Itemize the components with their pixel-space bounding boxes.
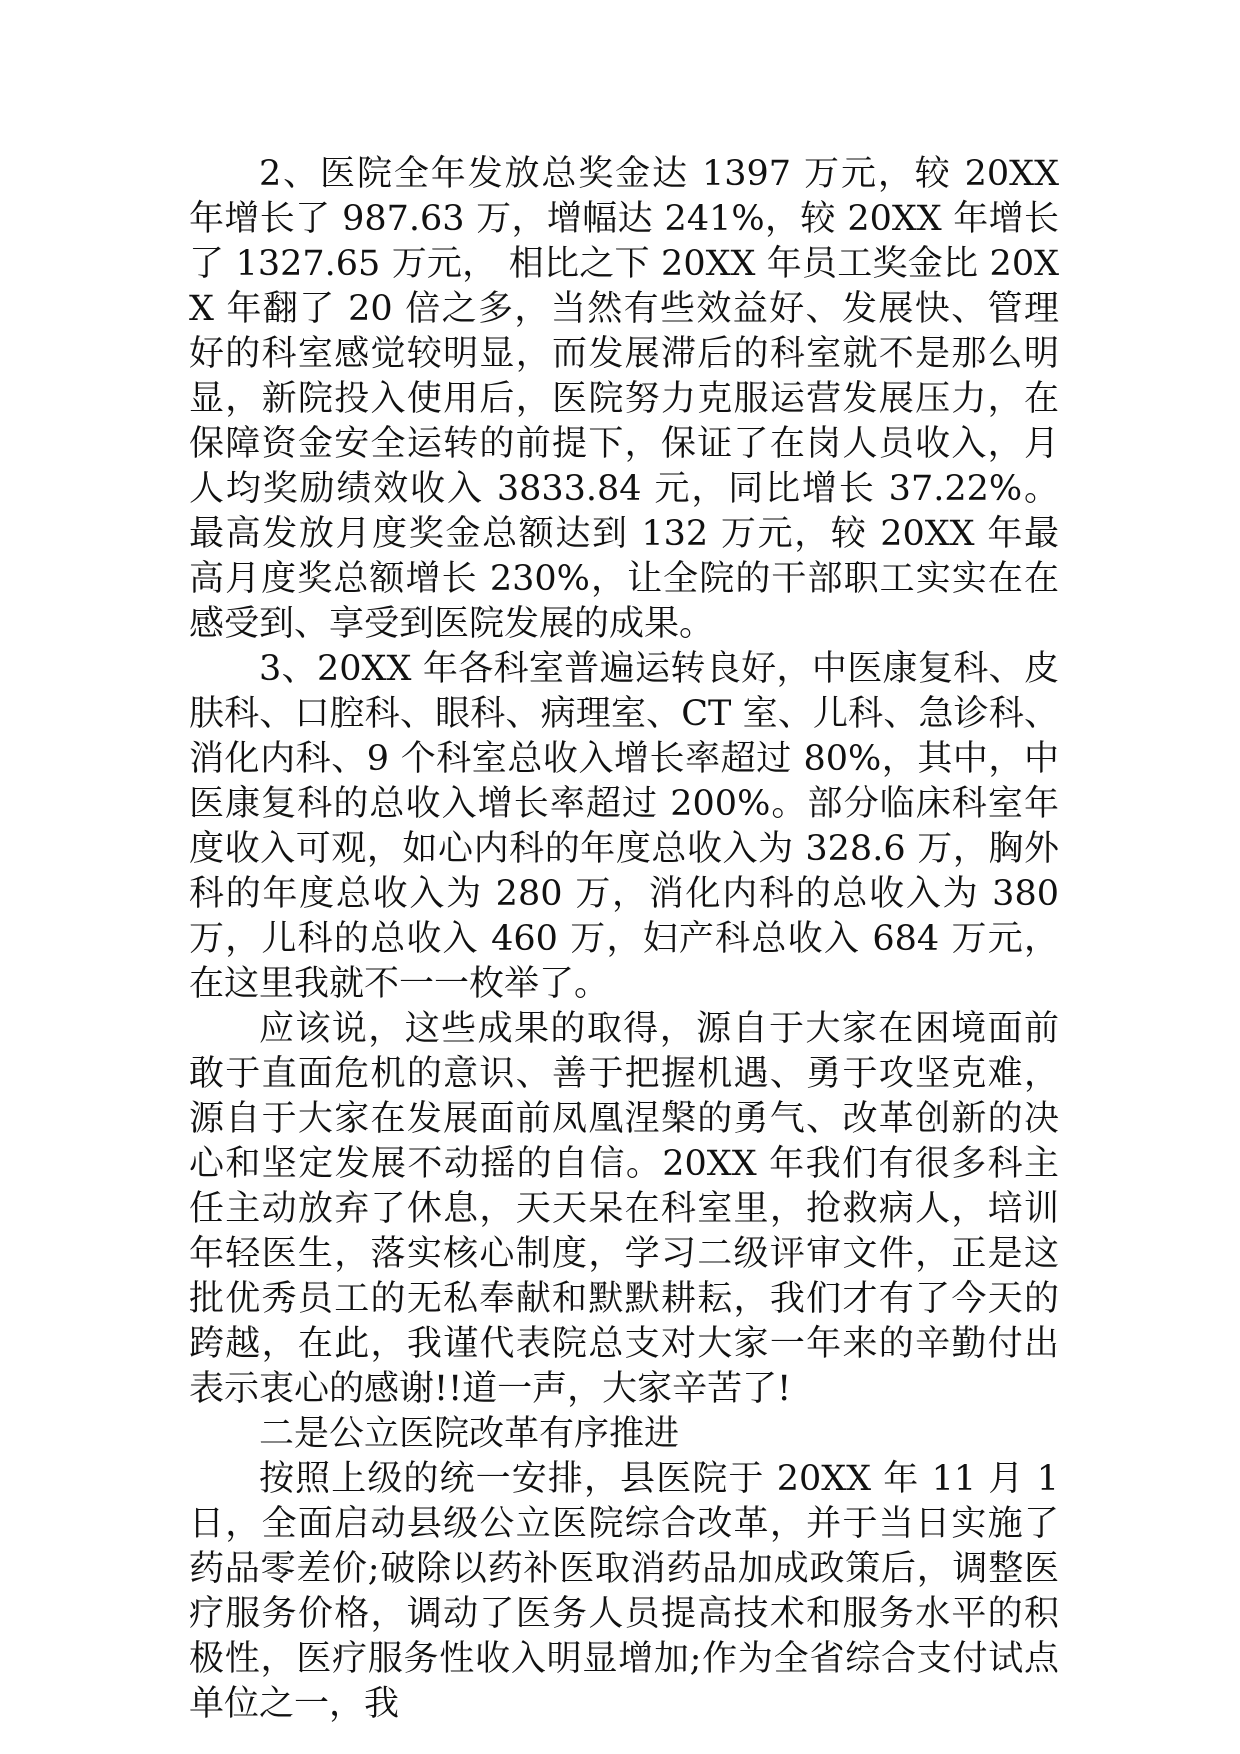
paragraph-department-income: 3、20XX 年各科室普遍运转良好，中医康复科、皮肤科、口腔科、眼科、病理室、CT 室、儿科、急诊科、消化内科、9 个科室总收入增长率超过 80%，其中，中医康复科的总收入增长率超过 200%。部分临床科室年度收入可观，如心内科的年度总收入为 328.6 万，胸外科的年度总收入为 280 万，消化内科的总收入为 380 万，儿科的总收入 460 万，妇产科总收入 684 万元，在这里我就不一一枚举了。 [189,649,1059,1004]
paragraph-achievements-thanks: 应该说，这些成果的取得，源自于大家在困境面前敢于直面危机的意识、善于把握机遇、勇于攻坚克难，源自于大家在发展面前凤凰涅槃的勇气、改革创新的决心和坚定发展不动摇的自信。20XX 年我们有很多科主任主动放弃了休息，天天呆在科室里，抢救病人，培训年轻医生，落实核心制度，学习二级评审文件，正是这批优秀员工的无私奉献和默默耕耘，我们才有了今天的跨越，在此，我谨代表院总支对大家一年来的辛勤付出表示衷心的感谢!!道一声，大家辛苦了! [189,1009,1059,1409]
section-heading-hospital-reform: 二是公立医院改革有序推进 [259,1414,680,1454]
paragraph-bonus-summary: 2、医院全年发放总奖金达 1397 万元，较 20XX 年增长了 987.63 万，增幅达 241%，较 20XX 年增长了 1327.65 万元， 相比之下 20XX 年员工奖金比 20XX 年翻了 20 倍之多，当然有些效益好、发展快、管理好的科室感觉较明显，而发展滞后的科室就不是那么明显，新院投入使用后，医院努力克服运营发展压力，在保障资金安全运转的前提下，保证了在岗人员收入，月人均奖励绩效收入 3833.84 元，同比增长 37.22%。最高发放月度奖金总额达到 132 万元，较 20XX 年最高月度奖总额增长 230%，让全院的干部职工实实在在感受到、享受到医院发展的成果。 [189,154,1059,644]
paragraph-reform-details: 按照上级的统一安排，县医院于 20XX 年 11 月 1 日，全面启动县级公立医院综合改革，并于当日实施了药品零差价;破除以药补医取消药品加成政策后，调整医疗服务价格，调动了医务人员提高技术和服务水平的积极性，医疗服务性收入明显增加;作为全省综合支付试点单位之一，我 [189,1459,1059,1724]
document-body [189,152,1059,1727]
